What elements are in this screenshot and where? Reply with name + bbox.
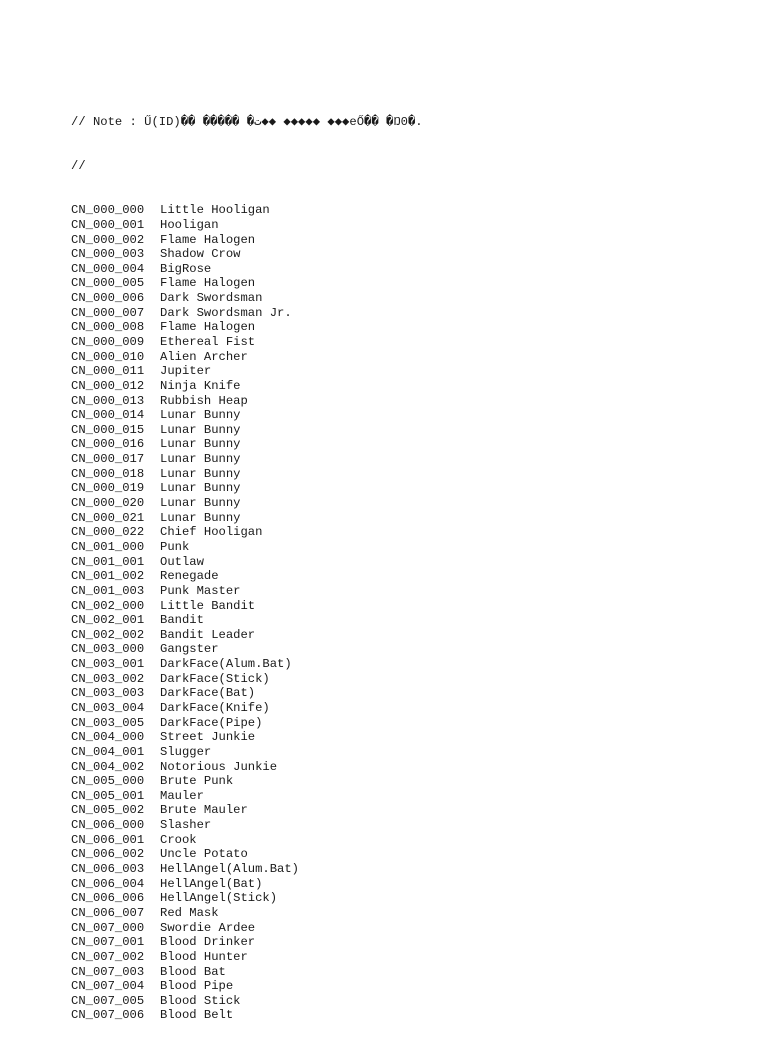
note-comment-line: // Note : Ű(ID)�� ����� �ت◆◆ ◆◆◆◆◆ ◆◆◆eŐ�� �Ŋ0�. [71, 115, 423, 130]
entry-id: CN_007_006 [71, 1008, 145, 1023]
list-item [71, 979, 423, 994]
list-item [71, 379, 423, 394]
entry-name: Lunar Bunny [160, 510, 241, 525]
entry-name: HellAngel(Stick) [160, 891, 278, 906]
entry-name: BigRose [160, 261, 212, 276]
list-item [71, 701, 423, 716]
list-item [71, 628, 423, 643]
entry-id: CN_007_003 [71, 964, 145, 979]
entry-id: CN_000_005 [71, 276, 145, 291]
list-item [71, 833, 423, 848]
entry-name: Lunar Bunny [160, 422, 241, 437]
entry-id: CN_000_013 [71, 393, 145, 408]
entry-id: CN_003_004 [71, 701, 145, 715]
entry-id: CN_007_005 [71, 993, 145, 1008]
entry-name: Crook [160, 832, 197, 847]
entry-name: Flame Halogen [160, 320, 256, 335]
list-item [71, 569, 423, 584]
entry-name: Uncle Potato [160, 847, 248, 862]
list-item [71, 994, 423, 1009]
list-item [71, 276, 423, 291]
entry-name: Red Mask [160, 905, 219, 920]
entry-name: Punk [160, 539, 190, 554]
list-item [71, 511, 423, 526]
list-item [71, 525, 423, 540]
entry-name: Little Hooligan [160, 203, 270, 218]
entry-name: Rubbish Heap [160, 393, 248, 408]
entry-id: CN_003_003 [71, 686, 145, 701]
list-item [71, 408, 423, 423]
entry-name: Lunar Bunny [160, 481, 241, 496]
list-item [71, 467, 423, 482]
entry-id: CN_005_000 [71, 774, 145, 789]
entry-id: CN_000_020 [71, 496, 145, 511]
entry-id: CN_000_007 [71, 305, 145, 320]
entry-name: DarkFace(Pipe) [160, 715, 263, 730]
entry-id: CN_007_000 [71, 920, 145, 935]
entry-id: CN_006_000 [71, 818, 145, 833]
list-item [71, 613, 423, 628]
list-item [71, 730, 423, 745]
entry-name: Chief Hooligan [160, 525, 263, 540]
entry-name: Lunar Bunny [160, 466, 241, 481]
entry-id: CN_000_016 [71, 437, 145, 452]
entry-name: Lunar Bunny [160, 496, 241, 511]
entry-name: Ethereal Fist [160, 334, 256, 349]
list-item [71, 803, 423, 818]
entry-id: CN_001_000 [71, 539, 145, 554]
entry-name: Blood Bat [160, 964, 226, 979]
entry-id: CN_005_002 [71, 803, 145, 818]
entry-name: Little Bandit [160, 598, 256, 613]
entry-id: CN_003_002 [71, 671, 145, 686]
list-item [71, 847, 423, 862]
entry-name: Blood Hunter [160, 949, 248, 964]
list-item [71, 950, 423, 965]
entry-id: CN_006_003 [71, 862, 145, 877]
list-item [71, 584, 423, 599]
entry-id: CN_000_006 [71, 291, 145, 306]
entry-name: Lunar Bunny [160, 452, 241, 467]
list-item [71, 760, 423, 775]
list-item [71, 789, 423, 804]
list-item [71, 320, 423, 335]
entry-id: CN_000_022 [71, 525, 145, 540]
entry-name: HellAngel(Bat) [160, 876, 263, 891]
entry-id: CN_000_021 [71, 510, 145, 525]
entry-name: Ninja Knife [160, 378, 241, 393]
entry-id: CN_006_002 [71, 847, 145, 862]
entry-id: CN_003_000 [71, 642, 145, 657]
entry-name: Notorious Junkie [160, 759, 278, 774]
list-item [71, 437, 423, 452]
list-item [71, 862, 423, 877]
list-item [71, 657, 423, 672]
entry-name: Slasher [160, 818, 212, 833]
list-item [71, 672, 423, 687]
list-item [71, 218, 423, 233]
entry-name: Mauler [160, 788, 204, 803]
entry-name: Dark Swordsman Jr. [160, 305, 292, 320]
list-item [71, 965, 423, 980]
entry-id: CN_001_002 [71, 569, 145, 584]
entry-name: Blood Drinker [160, 935, 256, 950]
list-item [71, 481, 423, 496]
entry-id: CN_000_015 [71, 422, 145, 437]
entry-id: CN_004_002 [71, 759, 145, 774]
id-name-listing [71, 86, 423, 1052]
list-item [71, 306, 423, 321]
list-item [71, 891, 423, 906]
entry-id: CN_003_001 [71, 657, 145, 672]
entry-id: CN_000_014 [71, 408, 145, 423]
list-item [71, 452, 423, 467]
entry-id: CN_003_005 [71, 715, 145, 730]
entry-id: CN_007_002 [71, 949, 145, 964]
list-item [71, 906, 423, 921]
entry-id: CN_000_008 [71, 320, 145, 335]
entry-name: Blood Belt [160, 1008, 234, 1023]
entry-id: CN_000_002 [71, 232, 145, 247]
entry-id: CN_007_004 [71, 979, 145, 994]
list-item [71, 642, 423, 657]
entry-name: Lunar Bunny [160, 437, 241, 452]
entry-name: Swordie Ardee [160, 920, 256, 935]
list-item [71, 203, 423, 218]
list-item [71, 921, 423, 936]
entry-name: Blood Stick [160, 993, 241, 1008]
entry-name: Lunar Bunny [160, 408, 241, 423]
entry-id: CN_000_001 [71, 217, 145, 232]
list-item [71, 364, 423, 379]
list-item [71, 262, 423, 277]
entry-id: CN_000_003 [71, 247, 145, 262]
entry-name: Dark Swordsman [160, 291, 263, 306]
entry-name: DarkFace(Stick) [160, 671, 270, 686]
entry-name: Alien Archer [160, 349, 248, 364]
entry-list [71, 203, 423, 1023]
list-item [71, 423, 423, 438]
entry-name: Outlaw [160, 554, 204, 569]
list-item [71, 1008, 423, 1023]
list-item [71, 745, 423, 760]
entry-name: DarkFace(Alum.Bat) [160, 657, 292, 672]
entry-id: CN_000_009 [71, 334, 145, 349]
list-item [71, 335, 423, 350]
entry-name: Street Junkie [160, 730, 256, 745]
entry-id: CN_006_001 [71, 832, 145, 847]
entry-name: Brute Mauler [160, 803, 248, 818]
entry-id: CN_002_000 [71, 598, 145, 613]
entry-id: CN_000_000 [71, 203, 145, 218]
entry-id: CN_004_001 [71, 744, 145, 759]
entry-id: CN_000_019 [71, 481, 145, 496]
list-item [71, 247, 423, 262]
list-item [71, 877, 423, 892]
list-item [71, 540, 423, 555]
entry-id: CN_006_007 [71, 905, 145, 920]
list-item [71, 818, 423, 833]
entry-name: Hooligan [160, 217, 219, 232]
entry-id: CN_002_001 [71, 613, 145, 628]
entry-id: CN_006_006 [71, 891, 145, 906]
entry-name: Punk Master [160, 583, 241, 598]
list-item [71, 394, 423, 409]
entry-id: CN_007_001 [71, 935, 145, 950]
entry-id: CN_000_011 [71, 364, 145, 379]
entry-name: Brute Punk [160, 774, 234, 789]
entry-name: Flame Halogen [160, 276, 256, 291]
list-item [71, 599, 423, 614]
entry-name: DarkFace(Bat) [160, 686, 256, 701]
entry-name: DarkFace(Knife) [160, 701, 270, 715]
entry-id: CN_001_001 [71, 554, 145, 569]
entry-id: CN_000_010 [71, 349, 145, 364]
comment-line: // [71, 159, 86, 174]
entry-id: CN_001_003 [71, 583, 145, 598]
list-item [71, 350, 423, 365]
entry-name: Renegade [160, 569, 219, 584]
list-item [71, 686, 423, 701]
entry-id: CN_000_012 [71, 378, 145, 393]
entry-name: Slugger [160, 744, 212, 759]
entry-id: CN_004_000 [71, 730, 145, 745]
entry-id: CN_005_001 [71, 788, 145, 803]
entry-name: HellAngel(Alum.Bat) [160, 862, 299, 877]
entry-name: Blood Pipe [160, 979, 234, 994]
list-item [71, 291, 423, 306]
list-item [71, 496, 423, 511]
entry-id: CN_000_004 [71, 261, 145, 276]
entry-name: Bandit Leader [160, 627, 256, 642]
list-item [71, 716, 423, 731]
entry-name: Gangster [160, 642, 219, 657]
entry-id: CN_000_017 [71, 452, 145, 467]
entry-id: CN_006_004 [71, 876, 145, 891]
entry-name: Bandit [160, 613, 204, 628]
entry-name: Shadow Crow [160, 247, 241, 262]
list-item [71, 555, 423, 570]
entry-name: Flame Halogen [160, 232, 256, 247]
entry-id: CN_000_018 [71, 466, 145, 481]
list-item [71, 774, 423, 789]
entry-id: CN_002_002 [71, 627, 145, 642]
list-item [71, 935, 423, 950]
list-item [71, 233, 423, 248]
entry-name: Jupiter [160, 364, 212, 379]
